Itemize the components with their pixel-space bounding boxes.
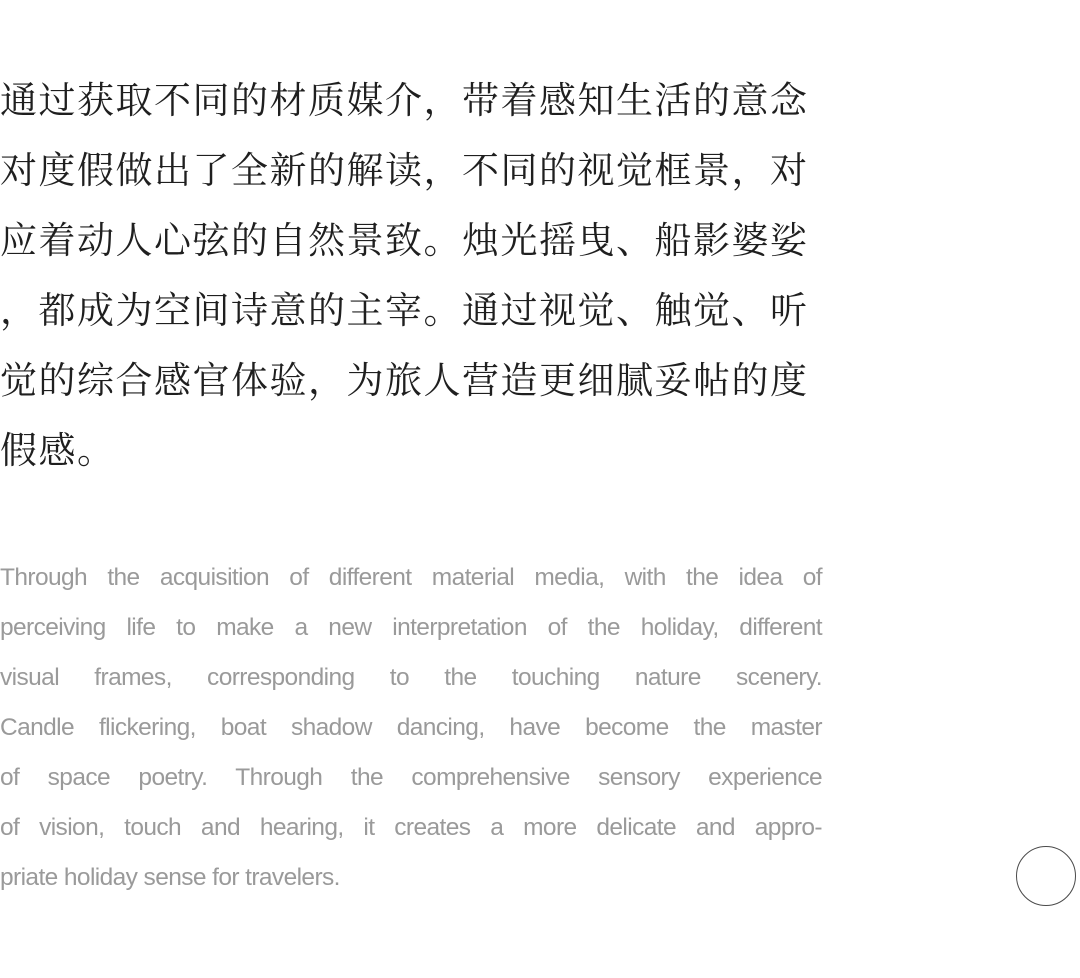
chinese-line: ，都成为空间诗意的主宰。通过视觉、触觉、听 xyxy=(0,289,809,332)
circle-outline-icon[interactable] xyxy=(1016,846,1076,906)
chinese-line: 应着动人心弦的自然景致。烛光摇曳、船影婆娑 xyxy=(0,219,809,262)
english-line: of vision, touch and hearing, it creates a more delicate and appro- xyxy=(0,814,822,841)
english-line: priate holiday sense for travelers. xyxy=(0,864,340,891)
chinese-line: 假感。 xyxy=(0,429,116,472)
chinese-paragraph xyxy=(0,66,830,486)
english-line: visual frames, corresponding to the touching nature scenery. xyxy=(0,664,822,691)
english-line: perceiving life to make a new interpretation of the holiday, different xyxy=(0,614,822,641)
chinese-line: 觉的综合感官体验，为旅人营造更细腻妥帖的度 xyxy=(0,359,809,402)
english-line: Through the acquisition of different material media, with the idea of xyxy=(0,564,822,591)
english-paragraph xyxy=(0,553,822,903)
english-line: Candle flickering, boat shadow dancing, have become the master xyxy=(0,714,822,741)
english-line: of space poetry. Through the comprehensive sensory experience xyxy=(0,764,822,791)
chinese-line: 对度假做出了全新的解读，不同的视觉框景，对 xyxy=(0,149,809,192)
chinese-line: 通过获取不同的材质媒介，带着感知生活的意念 xyxy=(0,79,809,122)
